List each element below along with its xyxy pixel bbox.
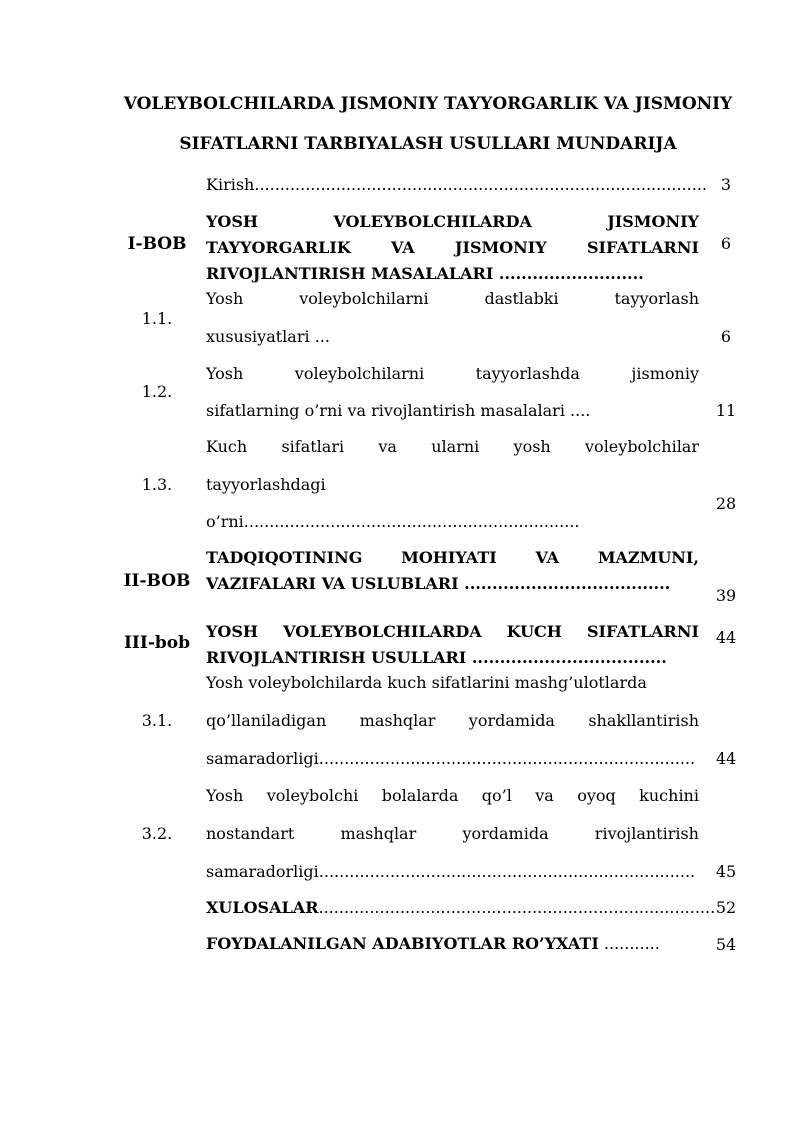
page-number-xulosalar: 52 [715, 898, 737, 917]
page-number-adabiyotlar: 54 [715, 935, 737, 954]
section-label-1-1: 1.1. [141, 309, 173, 328]
section-label-3-2: 3.2. [141, 824, 173, 843]
section-3-1-line-3: samaradorligi.......................................................................... [206, 749, 696, 768]
section-3-2-line-2: nostandart mashqlar yordamida rivojlantirish [206, 824, 699, 843]
page-number-chapter-1: 6 [720, 234, 732, 253]
title-line-1: VOLEYBOLCHILARDA JISMONIY TAYYORGARLIK VA JISMONIY [123, 94, 733, 114]
section-label-3-1: 3.1. [141, 711, 173, 730]
section-1-2-line-2: sifatlarning o’rni va rivojlantirish masalalari .... [206, 401, 591, 420]
page-number-1-3: 28 [715, 494, 737, 513]
chapter-2-title-line-1: TADQIQOTINING MOHIYATI VA MAZMUNI, [206, 548, 699, 567]
chapter-3-title-line-2: RIVOJLANTIRISH USULLARI ................................... [206, 648, 667, 667]
section-1-3-line-3: o’rni.................................................................. [206, 512, 580, 531]
chapter-1-title-line-1: YOSH VOLEYBOLCHILARDA JISMONIY [206, 212, 699, 231]
section-3-2-line-3: samaradorligi.......................................................................... [206, 862, 696, 881]
chapter-label-2: II-BOB [123, 571, 191, 591]
page-number-1-1: 6 [720, 327, 732, 346]
section-1-3-line-1: Kuch sifatlari va ularni yosh voleybolchilar [206, 437, 699, 456]
page-number-chapter-3: 44 [715, 628, 737, 647]
chapter-3-title-line-1: YOSH VOLEYBOLCHILARDA KUCH SIFATLARNI [206, 622, 699, 641]
chapter-1-title-line-2: TAYYORGARLIK VA JISMONIY SIFATLARNI [206, 238, 699, 257]
section-3-1-line-2: qo’llaniladigan mashqlar yordamida shakllantirish [206, 711, 699, 730]
section-1-1-line-1: Yosh voleybolchilarni dastlabki tayyorlash [206, 289, 699, 308]
section-1-2-line-1: Yosh voleybolchilarni tayyorlashda jismoniy [206, 364, 699, 383]
title-line-2: SIFATLARNI TARBIYALASH USULLARI MUNDARIJA [179, 134, 677, 154]
section-label-1-3: 1.3. [141, 475, 173, 494]
toc-entry-xulosalar: XULOSALAR.............................................................................. [206, 898, 716, 917]
section-1-3-line-2: tayyorlashdagi [206, 475, 326, 494]
chapter-2-title-line-2: VAZIFALARI VA USLUBLARI ..................................... [206, 574, 671, 593]
toc-entry-kirish: Kirish......................................................................................... [206, 175, 707, 194]
page-number-1-2: 11 [715, 401, 737, 420]
section-1-1-line-2: xususiyatlari ... [206, 327, 330, 346]
chapter-label-3: III-bob [123, 633, 191, 653]
section-label-1-2: 1.2. [141, 382, 173, 401]
page-number-3-2: 45 [715, 862, 737, 881]
chapter-1-title-line-3: RIVOJLANTIRISH MASALALARI .......................... [206, 264, 644, 283]
section-3-1-line-1: Yosh voleybolchilarda kuch sifatlarini mashg’ulotlarda [206, 673, 647, 692]
page-number-chapter-2: 39 [715, 586, 737, 605]
page-number-kirish: 3 [720, 175, 732, 194]
section-3-2-line-1: Yosh voleybolchi bolalarda qo’l va oyoq kuchini [206, 786, 699, 805]
toc-entry-adabiyotlar: FOYDALANILGAN ADABIYOTLAR RO’YXATI ........... [206, 934, 660, 953]
chapter-label-1: I-BOB [127, 234, 187, 254]
page-number-3-1: 44 [715, 749, 737, 768]
